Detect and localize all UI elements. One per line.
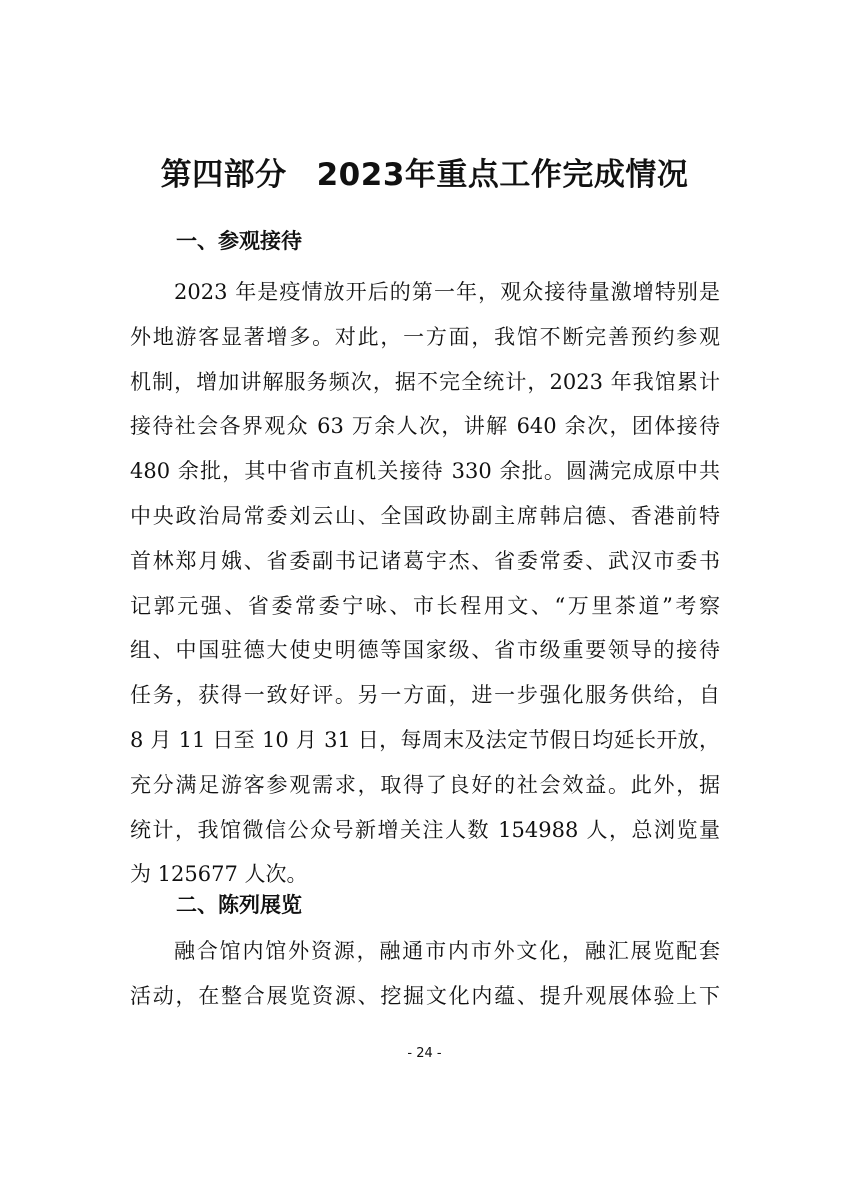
section-paragraph-reception <box>130 270 720 897</box>
section-heading-reception: 一、参观接待 <box>176 229 302 253</box>
page-number: - 24 - <box>407 1046 442 1061</box>
paragraph-line: 统计，我馆微信公众号新增关注人数 154988 人，总浏览量 <box>130 817 720 842</box>
paragraph-line: 中央政治局常委刘云山、全国政协副主席韩启德、香港前特 <box>130 503 720 528</box>
paragraph-line: 为 125677 人次。 <box>130 862 308 887</box>
paragraph-line: 8 月 11 日至 10 月 31 日，每周末及法定节假日均延长开放， <box>130 727 720 752</box>
paragraph-line: 外地游客显著增多。对此，一方面，我馆不断完善预约参观 <box>130 324 720 349</box>
paragraph-line: 融合馆内馆外资源，融通市内市外文化，融汇展览配套 <box>174 939 720 963</box>
paragraph-line: 活动，在整合展览资源、挖掘文化内蕴、提升观展体验上下 <box>130 983 720 1008</box>
paragraph-line: 机制，增加讲解服务频次，据不完全统计，2023 年我馆累计 <box>130 369 720 394</box>
section-heading-exhibitions: 二、陈列展览 <box>176 893 302 917</box>
section-paragraph-exhibitions <box>130 929 720 1019</box>
paragraph-line: 任务，获得一致好评。另一方面，进一步强化服务供给，自 <box>130 683 720 708</box>
title-main-text: 2023年重点工作完成情况 <box>316 157 689 193</box>
paragraph-line: 充分满足游客参观需求，取得了良好的社会效益。此外，据 <box>130 772 720 797</box>
paragraph-line: 组、中国驻德大使史明德等国家级、省市级重要领导的接待 <box>130 638 720 663</box>
paragraph-line: 记郭元强、省委常委宁咏、市长程用文、“万里茶道”考察 <box>130 593 720 618</box>
paragraph-line: 接待社会各界观众 63 万余人次，讲解 640 余次，团体接待 <box>130 414 720 439</box>
paragraph-line: 480 余批，其中省市直机关接待 330 余批。圆满完成原中共 <box>130 459 720 484</box>
paragraph-line: 2023 年是疫情放开后的第一年，观众接待量激增特别是 <box>174 280 720 304</box>
title-part-label: 第四部分 <box>160 157 287 193</box>
page-title <box>0 150 849 200</box>
paragraph-line: 首林郑月娥、省委副书记诸葛宇杰、省委常委、武汉市委书 <box>130 548 720 573</box>
